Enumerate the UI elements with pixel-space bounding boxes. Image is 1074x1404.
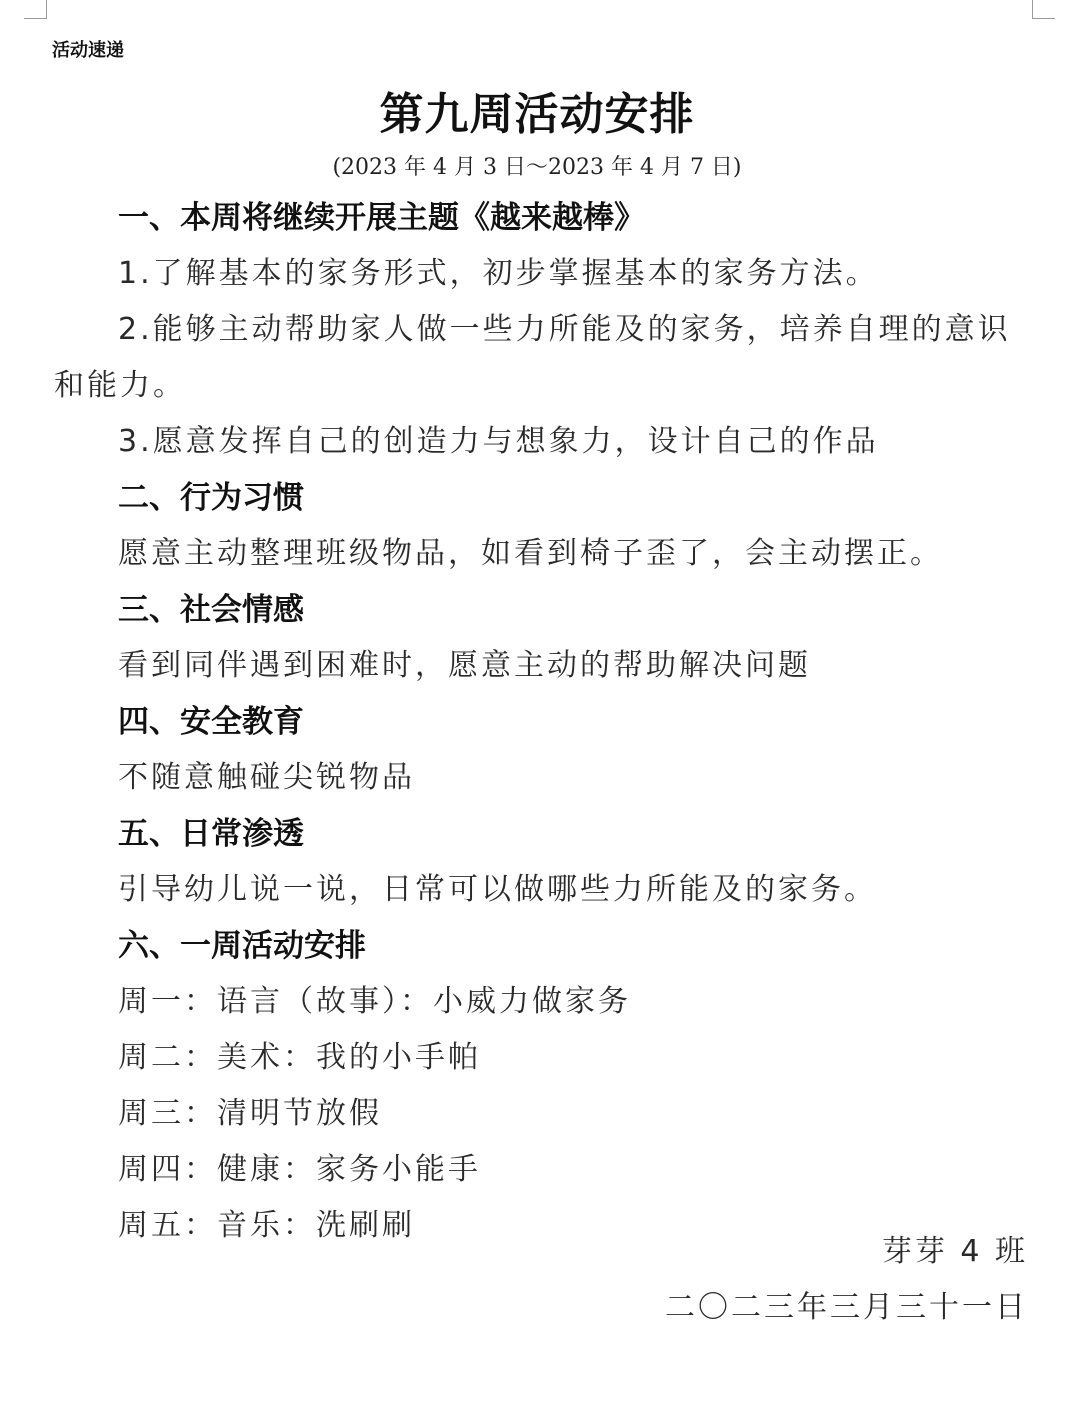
crop-mark-left <box>24 0 47 19</box>
document-body <box>54 190 1034 1254</box>
social-text: 看到同伴遇到困难时，愿意主动的帮助解决问题 <box>118 648 811 683</box>
schedule-thursday: 周四：健康：家务小能手 <box>118 1152 481 1187</box>
schedule-friday: 周五：音乐：洗刷刷 <box>118 1208 415 1243</box>
section-heading-behavior: 二、行为习惯 <box>118 480 304 516</box>
section-heading-theme: 一、本周将继续开展主题《越来越棒》 <box>118 200 645 236</box>
crop-mark-right <box>1032 0 1055 19</box>
schedule-tuesday: 周二：美术：我的小手帕 <box>118 1040 481 1075</box>
section-heading-safety: 四、安全教育 <box>118 704 304 740</box>
behavior-text: 愿意主动整理班级物品，如看到椅子歪了，会主动摆正。 <box>118 536 943 571</box>
date-range: (2023 年 4 月 3 日～2023 年 4 月 7 日) <box>332 155 742 180</box>
safety-text: 不随意触碰尖锐物品 <box>118 760 415 795</box>
signature-class: 芽芽 4 班 <box>881 1234 1028 1269</box>
section-heading-daily: 五、日常渗透 <box>118 816 304 852</box>
schedule-wednesday: 周三：清明节放假 <box>118 1096 382 1131</box>
theme-item-2: 2.能够主动帮助家人做一些力所能及的家务，培养自理的意识和能力。 <box>54 312 1011 403</box>
schedule-monday: 周一：语言（故事）：小威力做家务 <box>118 984 631 1019</box>
section-heading-schedule: 六、一周活动安排 <box>118 928 366 964</box>
section-heading-social: 三、社会情感 <box>118 592 304 628</box>
header-tag: 活动速递 <box>52 40 124 61</box>
signature-date: 二〇二三年三月三十一日 <box>665 1290 1028 1325</box>
daily-text: 引导幼儿说一说，日常可以做哪些力所能及的家务。 <box>118 872 877 907</box>
page-title: 第九周活动安排 <box>379 89 695 140</box>
theme-item-3: 3.愿意发挥自己的创造力与想象力，设计自己的作品 <box>118 424 879 459</box>
theme-item-1: 1.了解基本的家务形式，初步掌握基本的家务方法。 <box>118 256 879 291</box>
